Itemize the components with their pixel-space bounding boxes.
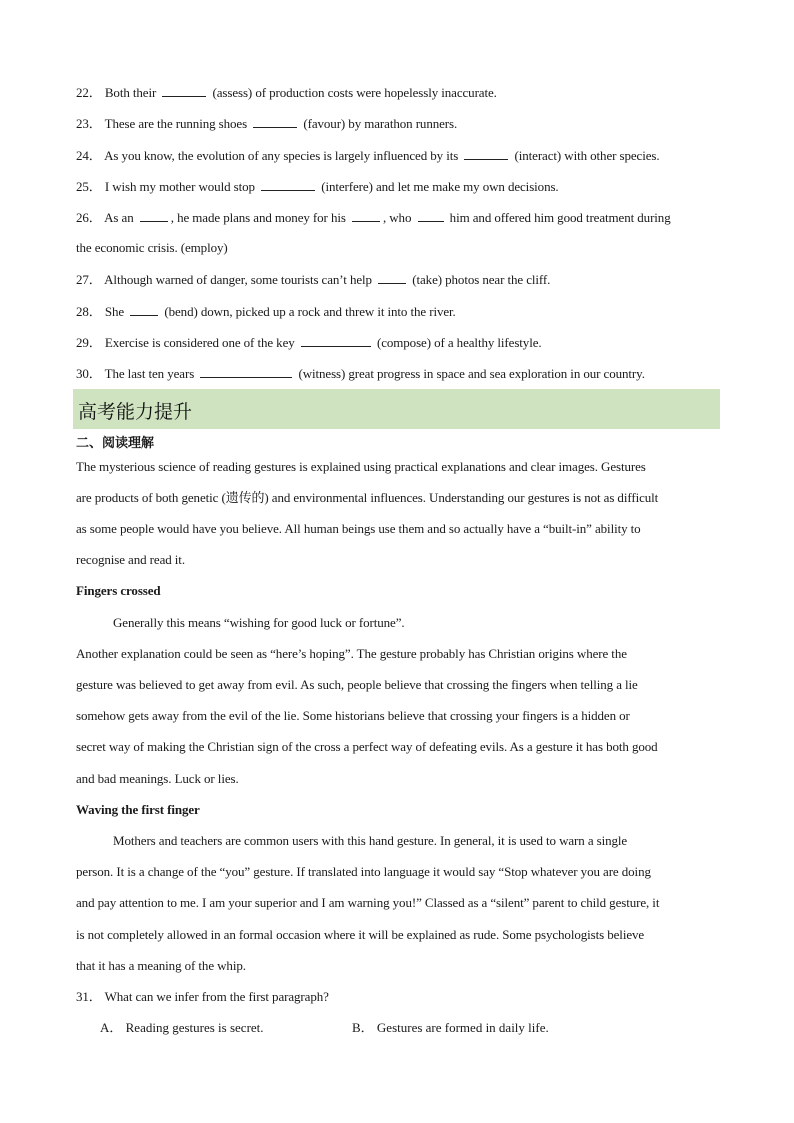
question-text: (witness) great progress in space and sea exploration in our country. (298, 366, 645, 381)
question-26-continued: the economic crisis. (employ) (76, 240, 228, 255)
question-number: 29． (76, 335, 102, 350)
question-30 (76, 365, 720, 382)
question-28 (76, 303, 720, 320)
question-text: The last ten years (104, 366, 195, 381)
passage-line: and pay attention to me. I am your superior and I am warning you!” Classed as a “silent” parent to child gesture, it (76, 895, 660, 910)
answer-blank[interactable] (130, 303, 158, 316)
question-text: Both their (104, 85, 157, 100)
question-number: 30． (76, 366, 102, 381)
passage-line: The mysterious science of reading gestures is explained using practical explanations and clear images. Gestures (76, 459, 646, 474)
section-subhead: 二、阅读理解 (76, 436, 155, 451)
question-text: Although warned of danger, some tourists can’t help (104, 272, 372, 287)
passage-line: Generally this means “wishing for good luck or fortune”. (113, 615, 405, 630)
question-23 (76, 115, 720, 132)
question-22 (76, 84, 720, 101)
question-number: 26． (76, 210, 102, 225)
passage-line: recognise and read it. (76, 552, 185, 567)
passage-line: somehow gets away from the evil of the lie. Some historians believe that crossing your fingers is a hidden or (76, 708, 630, 723)
passage-heading-fingers-crossed: Fingers crossed (76, 583, 161, 598)
question-text: him and offered him good treatment during (449, 210, 671, 225)
answer-blank[interactable] (261, 178, 315, 191)
passage-line: as some people would have you believe. All human beings use them and so actually have a “built-in” ability to (76, 521, 641, 536)
option-a[interactable]: A． Reading gestures is secret. (100, 1020, 264, 1035)
passage-line: Mothers and teachers are common users with this hand gesture. In general, it is used to warn a single (113, 833, 628, 848)
passage-line: are products of both genetic (遗传的) and environmental influences. Understanding our gestures is not as difficult (76, 490, 659, 505)
question-number: 27． (76, 272, 102, 287)
question-text: (interfere) and let me make my own decisions. (321, 179, 559, 194)
question-text: I wish my mother would stop (104, 179, 255, 194)
answer-blank[interactable] (378, 271, 406, 284)
passage-line: Another explanation could be seen as “here’s hoping”. The gesture probably has Christian origins where the (76, 646, 627, 661)
question-29 (76, 334, 720, 351)
question-number: 28． (76, 304, 102, 319)
question-number: 22． (76, 85, 102, 100)
passage-line: is not completely allowed in an formal occasion where it will be explained as rude. Some psychologists believe (76, 927, 645, 942)
question-24 (76, 147, 720, 164)
question-text: (interact) with other species. (514, 148, 660, 163)
passage-line: that it has a meaning of the whip. (76, 958, 246, 973)
question-text: As you know, the evolution of any species is largely influenced by its (104, 148, 459, 163)
question-number: 24． (76, 148, 102, 163)
passage-line: and bad meanings. Luck or lies. (76, 771, 239, 786)
passage-line: secret way of making the Christian sign of the cross a perfect way of defeating evils. As a gesture it has both good (76, 739, 658, 754)
answer-blank[interactable] (301, 334, 371, 347)
question-text: She (104, 304, 125, 319)
question-text: (assess) of production costs were hopelessly inaccurate. (212, 85, 497, 100)
question-25 (76, 178, 720, 195)
question-text: These are the running shoes (104, 116, 248, 131)
answer-blank[interactable] (464, 147, 508, 160)
passage-line: gesture was believed to get away from evil. As such, people believe that crossing the fingers when telling a lie (76, 677, 638, 692)
answer-blank[interactable] (253, 115, 297, 128)
question-26 (76, 209, 720, 226)
answer-blank[interactable] (140, 209, 168, 222)
question-27 (76, 271, 720, 288)
passage-heading-waving-finger: Waving the first finger (76, 802, 200, 817)
question-text: As an (104, 210, 134, 225)
section-banner-title: 高考能力提升 (78, 401, 193, 423)
question-number: 23． (76, 116, 102, 131)
question-number: 25． (76, 179, 102, 194)
question-text: (favour) by marathon runners. (303, 116, 458, 131)
question-text: (take) photos near the cliff. (412, 272, 551, 287)
question-text: (compose) of a healthy lifestyle. (376, 335, 542, 350)
question-text: Exercise is considered one of the key (104, 335, 295, 350)
answer-blank[interactable] (200, 365, 292, 378)
answer-blank[interactable] (418, 209, 444, 222)
answer-blank[interactable] (352, 209, 380, 222)
answer-blank[interactable] (162, 84, 206, 97)
option-b[interactable]: B． Gestures are formed in daily life. (352, 1020, 549, 1035)
question-text: , who (382, 210, 412, 225)
question-text: , he made plans and money for his (170, 210, 346, 225)
passage-line: person. It is a change of the “you” gesture. If translated into language it would say “Stop whatever you are doing (76, 864, 651, 879)
section-banner (73, 389, 720, 429)
question-31-stem: 31． What can we infer from the first paragraph? (76, 989, 329, 1004)
question-text: (bend) down, picked up a rock and threw it into the river. (164, 304, 456, 319)
